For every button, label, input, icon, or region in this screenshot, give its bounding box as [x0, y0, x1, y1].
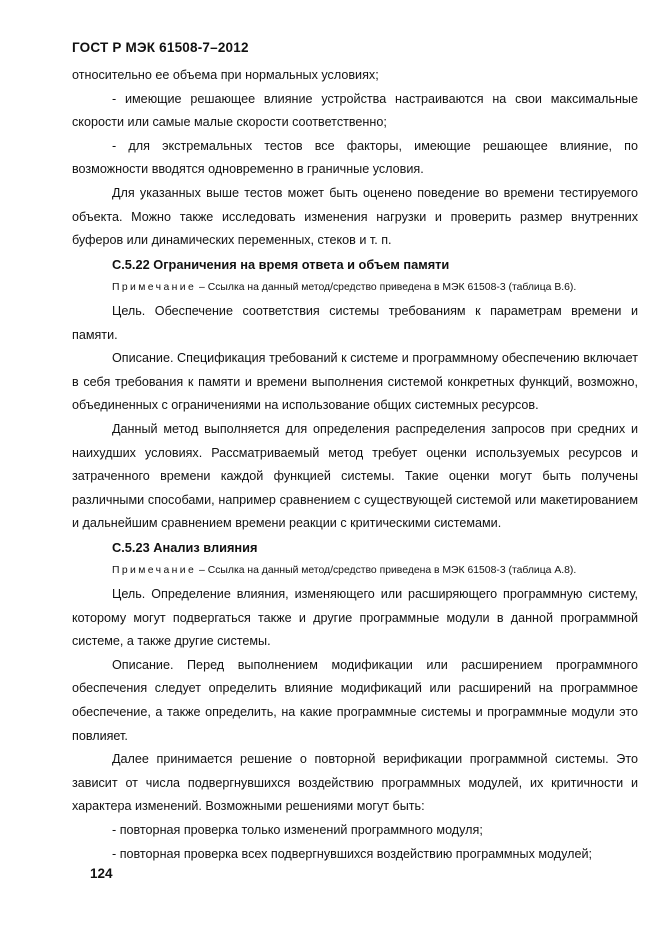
note	[72, 559, 638, 583]
note-label: Примечание	[112, 565, 197, 577]
note-text: – Ссылка на данный метод/средство приведена в МЭК 61508-3 (таблица А.8).	[196, 565, 577, 577]
paragraph: Далее принимается решение о повторной верификации программной системы. Это зависит от числа подвергнувшихся воздействию программных модулей, их критичности и характера изменений. Возможными решениями могут быть:	[72, 752, 638, 814]
body-text	[72, 64, 638, 866]
list-item: - повторная проверка всех подвергнувшихся воздействию программных модулей;	[112, 846, 593, 861]
list-item: - повторная проверка только изменений программного модуля;	[112, 823, 483, 837]
paragraph: Описание. Спецификация требований к системе и программному обеспечению включает в себя требования к памяти и времени выполнения системой конкретных функций, возможно, объединенных с ограничениями на использование общих системных ресурсов.	[72, 351, 638, 413]
page-number: 124	[90, 866, 113, 881]
paragraph: Для указанных выше тестов может быть оценено поведение во времени тестируемого объекта. Можно также исследовать изменения нагрузки и проверить размер внутренних буферов или динамических переменных, стеков и т. п.	[72, 185, 638, 248]
note	[72, 276, 638, 300]
paragraph: Цель. Определение влияния, изменяющего или расширяющего программную систему, которому могут подвергаться также и другие программные модули в данной программной системе, а также другие системы.	[72, 587, 638, 649]
paragraph: Данный метод выполняется для определения распределения запросов при средних и наихудших условиях. Рассматриваемый метод требует оценки используемых ресурсов и затраченного времени каждой функцией системы. Такие оценки могут быть получены различными способами, например сравнением с существующей системой или макетированием и дальнейшим сравнением времени реакции с критическими системами.	[72, 421, 638, 531]
section-heading: С.5.23 Анализ влияния	[112, 539, 258, 555]
note-label: Примечание	[112, 282, 197, 294]
paragraph: Описание. Перед выполнением модификации или расширением программного обеспечения следует определить влияние модификаций или расширений на программное обеспечение, а также определить, на какие программные системы и программные модули это повлияет.	[72, 657, 638, 743]
list-item: - для экстремальных тестов все факторы, имеющие решающее влияние, по возможности вводятся одновременно в граничные условия.	[72, 138, 638, 177]
document-header: ГОСТ Р МЭК 61508-7–2012	[72, 40, 249, 55]
list-item: - имеющие решающее влияние устройства настраиваются на свои максимальные скорости или самые малые скорости соответственно;	[72, 91, 638, 130]
paragraph: Цель. Обеспечение соответствия системы требованиям к параметрам времени и памяти.	[72, 303, 638, 342]
paragraph: относительно ее объема при нормальных условиях;	[72, 68, 379, 82]
section-heading: С.5.22 Ограничения на время ответа и объем памяти	[112, 256, 450, 272]
note-text: – Ссылка на данный метод/средство приведена в МЭК 61508-3 (таблица В.6).	[196, 282, 577, 294]
